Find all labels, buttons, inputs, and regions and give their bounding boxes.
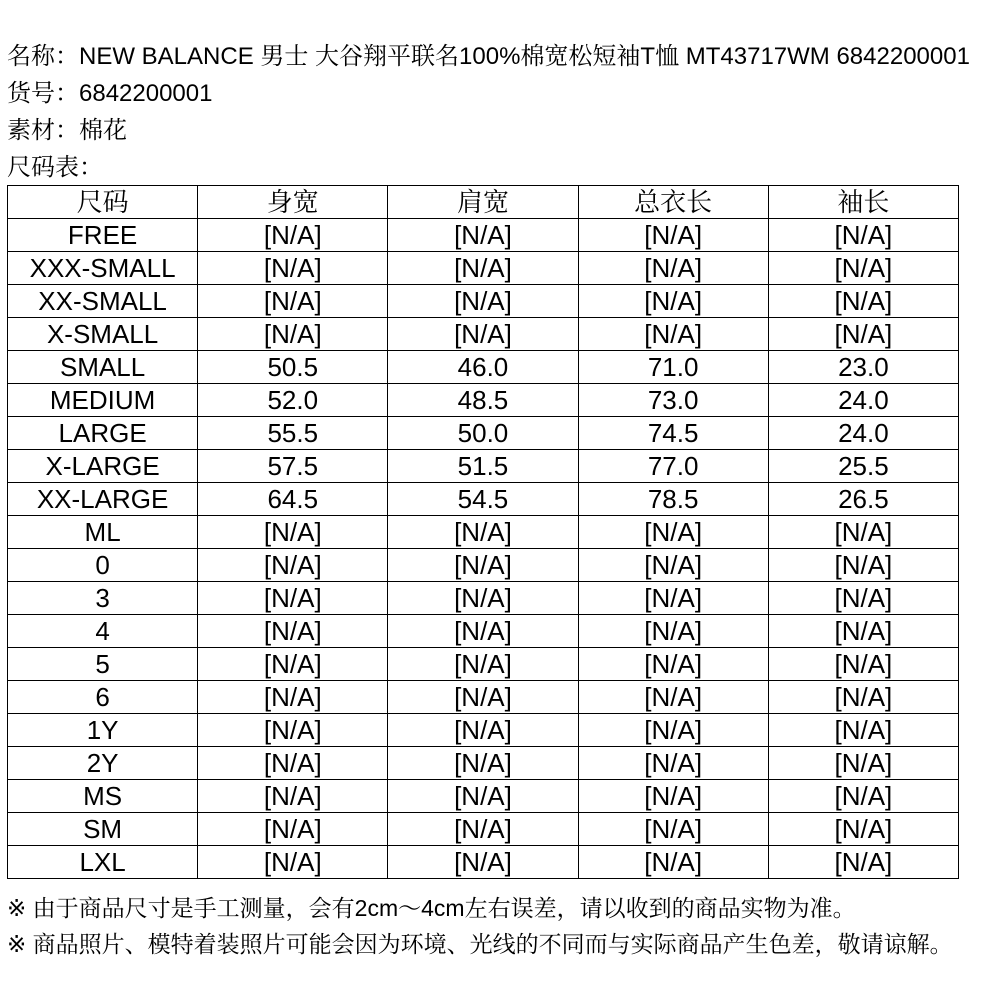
cell-shoulder-width: [N/A] [388, 747, 578, 780]
cell-body-width: [N/A] [198, 648, 388, 681]
cell-total-length: 73.0 [578, 384, 768, 417]
cell-shoulder-width: [N/A] [388, 549, 578, 582]
cell-size: MS [8, 780, 198, 813]
cell-total-length: [N/A] [578, 648, 768, 681]
table-row [8, 351, 959, 384]
cell-sleeve-length: [N/A] [768, 813, 958, 846]
cell-body-width: [N/A] [198, 285, 388, 318]
cell-body-width: [N/A] [198, 714, 388, 747]
table-row [8, 417, 959, 450]
cell-body-width: [N/A] [198, 780, 388, 813]
cell-total-length: [N/A] [578, 714, 768, 747]
cell-shoulder-width: [N/A] [388, 219, 578, 252]
cell-body-width: [N/A] [198, 516, 388, 549]
cell-size: SMALL [8, 351, 198, 384]
table-row [8, 483, 959, 516]
cell-body-width: [N/A] [198, 615, 388, 648]
cell-size: LXL [8, 846, 198, 879]
cell-shoulder-width: [N/A] [388, 615, 578, 648]
cell-total-length: [N/A] [578, 318, 768, 351]
cell-total-length: [N/A] [578, 681, 768, 714]
cell-size: 2Y [8, 747, 198, 780]
cell-total-length: 78.5 [578, 483, 768, 516]
cell-size: 5 [8, 648, 198, 681]
cell-shoulder-width: [N/A] [388, 846, 578, 879]
cell-sleeve-length: [N/A] [768, 582, 958, 615]
cell-size: LARGE [8, 417, 198, 450]
cell-total-length: 71.0 [578, 351, 768, 384]
table-row [8, 813, 959, 846]
cell-size: XX-LARGE [8, 483, 198, 516]
table-row [8, 252, 959, 285]
cell-shoulder-width: [N/A] [388, 318, 578, 351]
note-measurement: ※ 由于商品尺寸是手工测量，会有2cm～4cm左右误差，请以收到的商品实物为准。 [7, 895, 856, 921]
cell-size: XX-SMALL [8, 285, 198, 318]
cell-body-width: [N/A] [198, 219, 388, 252]
cell-total-length: [N/A] [578, 780, 768, 813]
table-row [8, 516, 959, 549]
cell-size: 0 [8, 549, 198, 582]
cell-total-length: [N/A] [578, 582, 768, 615]
cell-body-width: [N/A] [198, 813, 388, 846]
cell-sleeve-length: [N/A] [768, 549, 958, 582]
cell-sleeve-length: 25.5 [768, 450, 958, 483]
cell-sleeve-length: [N/A] [768, 516, 958, 549]
header-total-length: 总衣长 [578, 186, 768, 219]
cell-total-length: [N/A] [578, 219, 768, 252]
cell-shoulder-width: 54.5 [388, 483, 578, 516]
cell-total-length: [N/A] [578, 846, 768, 879]
table-row [8, 450, 959, 483]
cell-total-length: 74.5 [578, 417, 768, 450]
cell-size: X-SMALL [8, 318, 198, 351]
table-row [8, 648, 959, 681]
size-table [7, 185, 959, 879]
cell-sleeve-length: [N/A] [768, 846, 958, 879]
cell-shoulder-width: [N/A] [388, 648, 578, 681]
cell-shoulder-width: 46.0 [388, 351, 578, 384]
cell-body-width: [N/A] [198, 846, 388, 879]
cell-body-width: 52.0 [198, 384, 388, 417]
table-row [8, 285, 959, 318]
cell-sleeve-length: 24.0 [768, 384, 958, 417]
table-row [8, 681, 959, 714]
cell-sleeve-length: [N/A] [768, 648, 958, 681]
cell-body-width: [N/A] [198, 252, 388, 285]
cell-sleeve-length: [N/A] [768, 219, 958, 252]
cell-size: 4 [8, 615, 198, 648]
cell-size: X-LARGE [8, 450, 198, 483]
cell-total-length: [N/A] [578, 813, 768, 846]
size-chart-label: 尺码表： [7, 154, 103, 181]
cell-body-width: 64.5 [198, 483, 388, 516]
cell-sleeve-length: [N/A] [768, 714, 958, 747]
cell-shoulder-width: [N/A] [388, 780, 578, 813]
table-row [8, 780, 959, 813]
notes [7, 890, 997, 962]
cell-shoulder-width: [N/A] [388, 714, 578, 747]
product-material: 素材：棉花 [7, 117, 127, 144]
cell-body-width: [N/A] [198, 318, 388, 351]
cell-total-length: [N/A] [578, 615, 768, 648]
cell-size: 3 [8, 582, 198, 615]
cell-size: MEDIUM [8, 384, 198, 417]
cell-size: XXX-SMALL [8, 252, 198, 285]
cell-total-length: [N/A] [578, 747, 768, 780]
cell-sleeve-length: [N/A] [768, 252, 958, 285]
table-row [8, 219, 959, 252]
cell-body-width: 55.5 [198, 417, 388, 450]
product-name: 名称：NEW BALANCE 男士 大谷翔平联名100%棉宽松短袖T恤 MT43717WM 6842200001 [7, 43, 970, 70]
table-row [8, 714, 959, 747]
cell-sleeve-length: [N/A] [768, 780, 958, 813]
cell-body-width: [N/A] [198, 549, 388, 582]
table-header-row [8, 186, 959, 219]
cell-shoulder-width: [N/A] [388, 813, 578, 846]
cell-body-width: [N/A] [198, 747, 388, 780]
cell-size: ML [8, 516, 198, 549]
product-sku: 货号：6842200001 [7, 80, 213, 107]
table-row [8, 582, 959, 615]
cell-shoulder-width: [N/A] [388, 681, 578, 714]
cell-body-width: [N/A] [198, 681, 388, 714]
cell-size: SM [8, 813, 198, 846]
header-body-width: 身宽 [198, 186, 388, 219]
note-color: ※ 商品照片、模特着装照片可能会因为环境、光线的不同而与实际商品产生色差，敬请谅解。 [7, 931, 953, 957]
table-row [8, 384, 959, 417]
header-sleeve-length: 袖长 [768, 186, 958, 219]
cell-size: 6 [8, 681, 198, 714]
product-info [7, 38, 997, 186]
table-row [8, 846, 959, 879]
cell-sleeve-length: [N/A] [768, 285, 958, 318]
table-row [8, 318, 959, 351]
cell-size: 1Y [8, 714, 198, 747]
cell-sleeve-length: 24.0 [768, 417, 958, 450]
cell-sleeve-length: [N/A] [768, 318, 958, 351]
cell-sleeve-length: 23.0 [768, 351, 958, 384]
table-row [8, 615, 959, 648]
table-row [8, 549, 959, 582]
cell-total-length: 77.0 [578, 450, 768, 483]
cell-body-width: 50.5 [198, 351, 388, 384]
cell-total-length: [N/A] [578, 516, 768, 549]
cell-body-width: [N/A] [198, 582, 388, 615]
cell-sleeve-length: [N/A] [768, 615, 958, 648]
cell-sleeve-length: 26.5 [768, 483, 958, 516]
header-size: 尺码 [8, 186, 198, 219]
cell-shoulder-width: 48.5 [388, 384, 578, 417]
cell-body-width: 57.5 [198, 450, 388, 483]
cell-total-length: [N/A] [578, 252, 768, 285]
header-shoulder-width: 肩宽 [388, 186, 578, 219]
cell-shoulder-width: [N/A] [388, 582, 578, 615]
cell-shoulder-width: [N/A] [388, 516, 578, 549]
cell-shoulder-width: [N/A] [388, 285, 578, 318]
cell-sleeve-length: [N/A] [768, 681, 958, 714]
cell-shoulder-width: 50.0 [388, 417, 578, 450]
cell-total-length: [N/A] [578, 285, 768, 318]
cell-total-length: [N/A] [578, 549, 768, 582]
cell-sleeve-length: [N/A] [768, 747, 958, 780]
table-row [8, 747, 959, 780]
cell-size: FREE [8, 219, 198, 252]
cell-shoulder-width: [N/A] [388, 252, 578, 285]
cell-shoulder-width: 51.5 [388, 450, 578, 483]
